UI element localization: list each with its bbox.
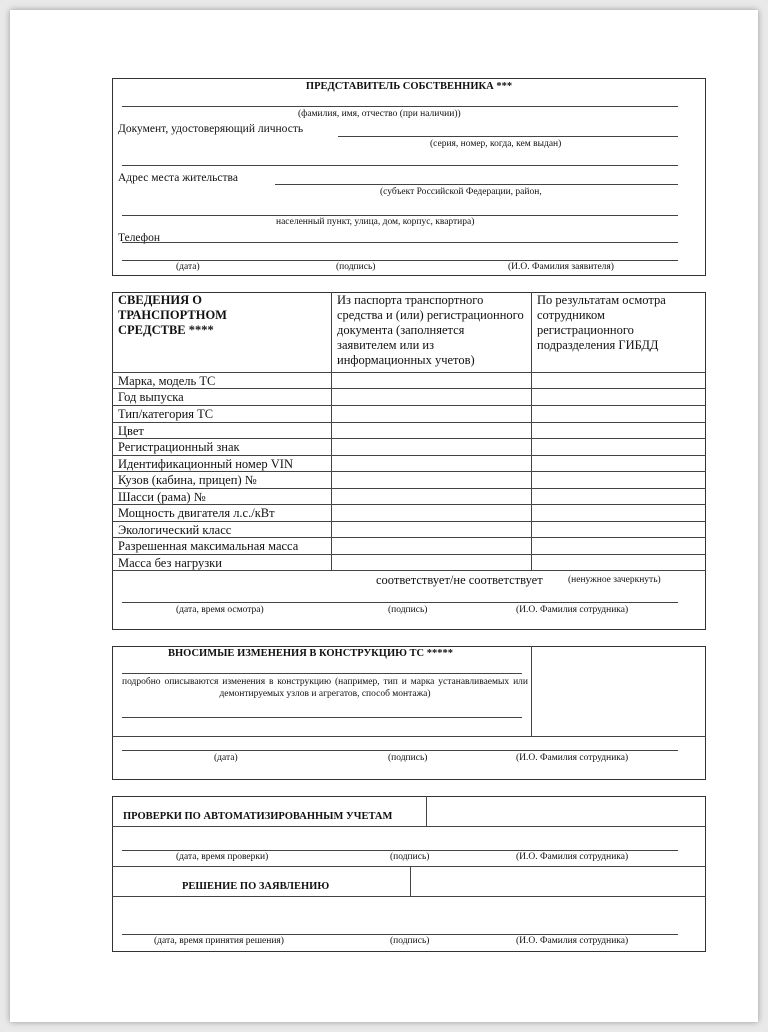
sig2-date: (дата, время осмотра) — [176, 605, 264, 615]
conformity-hint: (ненужное зачеркнуть) — [568, 575, 661, 585]
row-divider — [112, 570, 706, 571]
sig1-sign: (подпись) — [336, 262, 376, 272]
row-divider — [112, 504, 706, 505]
section4-title-bottom — [112, 826, 706, 827]
row-divider — [112, 388, 706, 389]
row-divider — [112, 438, 706, 439]
sig3-sign: (подпись) — [388, 753, 428, 763]
row-label: Экологический класс — [118, 523, 232, 537]
row-label: Тип/категория ТС — [118, 407, 214, 421]
row-divider — [112, 554, 706, 555]
address-line-2 — [122, 215, 678, 216]
sig-line-4 — [122, 850, 678, 851]
row-label: Регистрационный знак — [118, 440, 240, 454]
doc-line — [338, 136, 678, 137]
sig1-name: (И.О. Фамилия заявителя) — [508, 262, 614, 272]
section1-title: ПРЕДСТАВИТЕЛЬ СОБСТВЕННИКА *** — [305, 81, 513, 92]
row-label: Марка, модель ТС — [118, 374, 216, 388]
sig5-date: (дата, время принятия решения) — [154, 936, 284, 946]
row-label: Год выпуска — [118, 390, 184, 404]
changes-hint: подробно описываются изменения в конструкцию (например, тип и марка устанавливаемых или демонтируемых узлов и агрегатов, способ монтажа) — [122, 677, 528, 699]
sig-line-5 — [122, 934, 678, 935]
row-label: Кузов (кабина, прицеп) № — [118, 473, 257, 487]
doc-line-2 — [122, 165, 678, 166]
row-label: Цвет — [118, 424, 144, 438]
document-page — [10, 10, 758, 1022]
sig2-sign: (подпись) — [388, 605, 428, 615]
sig5-sign: (подпись) — [390, 936, 430, 946]
sig2-name: (И.О. Фамилия сотрудника) — [516, 605, 629, 615]
address-hint2: населенный пункт, улица, дом, корпус, квартира) — [276, 217, 475, 227]
address-hint1: (субъект Российской Федерации, район, — [380, 187, 542, 197]
col2-header: Из паспорта транспортного средства и (или) регистрационного документа (заполняется заявителем или из информационных учетов) — [337, 293, 524, 367]
sig4-name: (И.О. Фамилия сотрудника) — [516, 852, 629, 862]
row-divider — [112, 521, 706, 522]
decision-title: РЕШЕНИЕ ПО ЗАЯВЛЕНИЮ — [182, 881, 330, 892]
sig-line-1 — [122, 260, 678, 261]
fio-line — [122, 106, 678, 107]
sig-line-2 — [122, 602, 678, 603]
section3-title: ВНОСИМЫЕ ИЗМЕНЕНИЯ В КОНСТРУКЦИЮ ТС ***** — [168, 648, 454, 659]
section4-title: ПРОВЕРКИ ПО АВТОМАТИЗИРОВАННЫМ УЧЕТАМ — [123, 811, 393, 822]
phone-label: Телефон — [118, 232, 161, 244]
address-line — [275, 184, 678, 185]
row-divider — [112, 422, 706, 423]
section4-title-divider — [426, 796, 427, 826]
table-header-bottom — [112, 372, 706, 373]
sig5-name: (И.О. Фамилия сотрудника) — [516, 936, 629, 946]
row-divider — [112, 537, 706, 538]
section3-col-divider — [531, 646, 532, 736]
row-divider — [112, 488, 706, 489]
doc-label: Документ, удостоверяющий личность — [118, 123, 304, 135]
sig-line-3 — [122, 750, 678, 751]
row-label: Идентификационный номер VIN — [118, 457, 293, 471]
sig4-sign: (подпись) — [390, 852, 430, 862]
table-col-divider-1 — [331, 292, 332, 570]
sig3-date: (дата) — [214, 753, 238, 763]
row-divider — [112, 471, 706, 472]
row-label: Разрешенная максимальная масса — [118, 539, 299, 553]
sig4-date: (дата, время проверки) — [176, 852, 269, 862]
row-label: Масса без нагрузки — [118, 556, 222, 570]
col3-header: По результатам осмотра сотрудником регистрационного подразделения ГИБДД — [537, 293, 666, 352]
conformity-text: соответствует/не соответствует — [376, 573, 543, 587]
section4-mid-line — [112, 866, 706, 867]
fio-hint: (фамилия, имя, отчество (при наличии)) — [298, 109, 461, 119]
section3-mid-line — [112, 736, 706, 737]
row-label: Шасси (рама) № — [118, 490, 206, 504]
table-col-divider-2 — [531, 292, 532, 570]
address-label: Адрес места жительства — [118, 172, 238, 184]
row-divider — [112, 455, 706, 456]
section2-title: СВЕДЕНИЯ О ТРАНСПОРТНОМ СРЕДСТВЕ **** — [118, 293, 227, 337]
sig3-name: (И.О. Фамилия сотрудника) — [516, 753, 629, 763]
phone-line — [122, 242, 678, 243]
row-label: Мощность двигателя л.с./кВт — [118, 506, 275, 520]
row-divider — [112, 405, 706, 406]
sig1-date: (дата) — [176, 262, 200, 272]
doc-hint: (серия, номер, когда, кем выдан) — [430, 139, 562, 149]
decision-title-divider — [410, 866, 411, 896]
decision-title-bottom — [112, 896, 706, 897]
changes-line-2 — [122, 717, 522, 718]
changes-line-1 — [122, 673, 522, 674]
